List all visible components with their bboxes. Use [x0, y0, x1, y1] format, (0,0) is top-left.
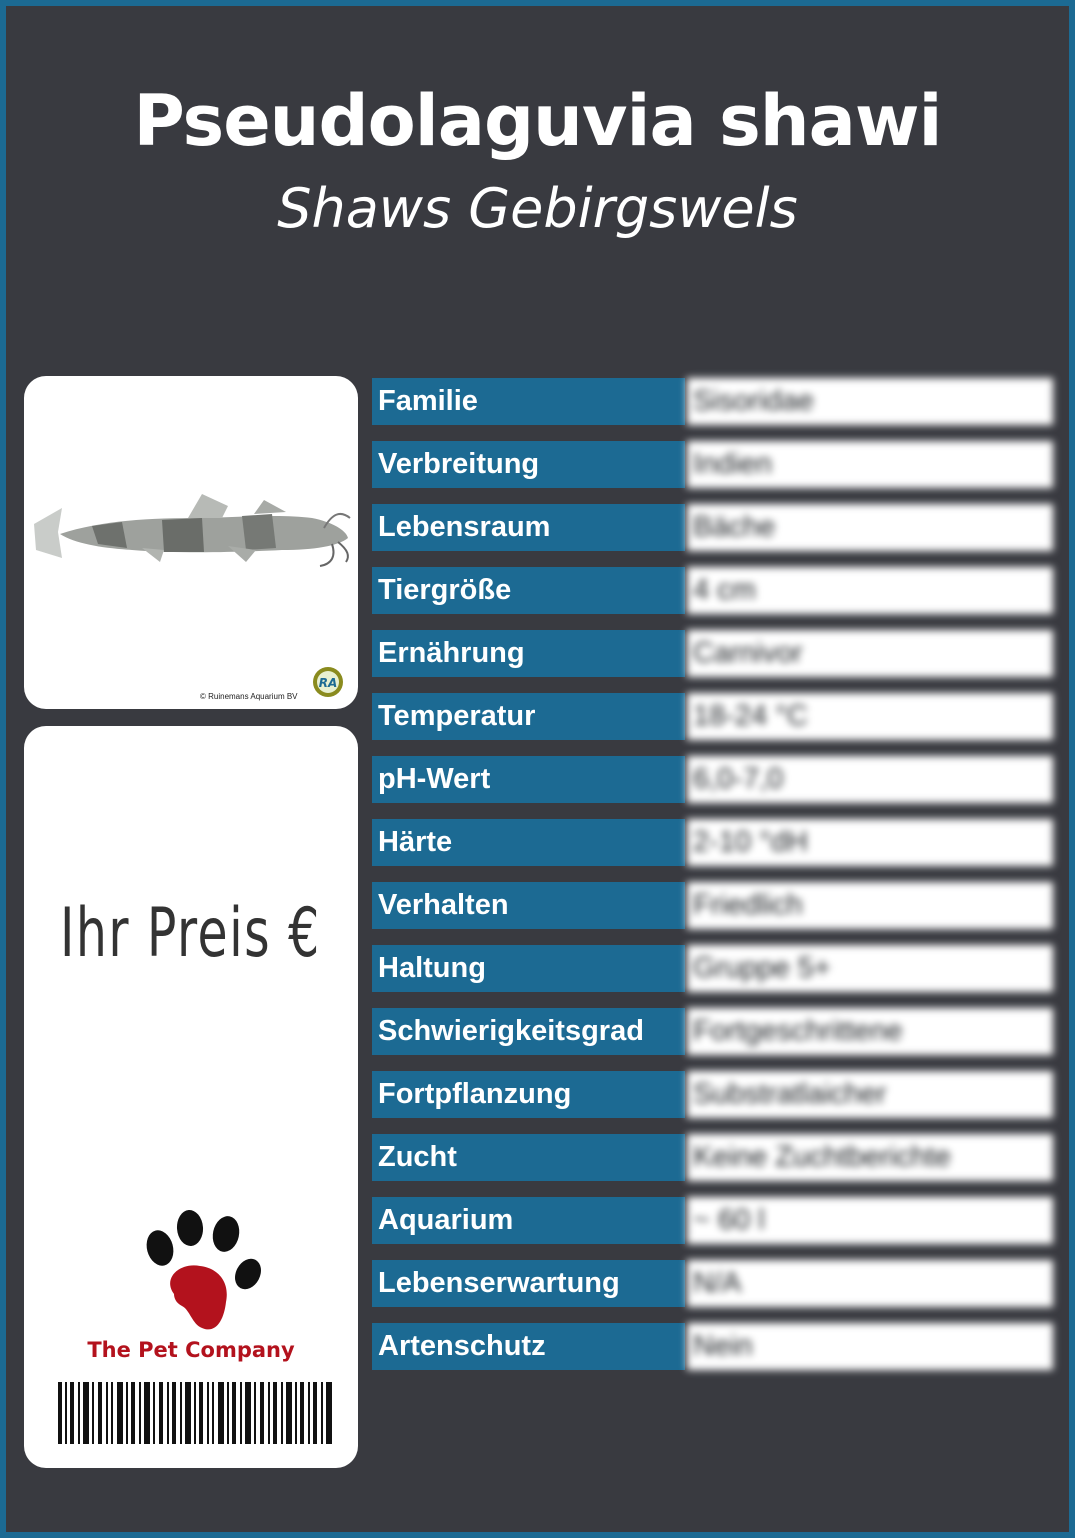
row-value: 2-10 °dH — [687, 819, 1053, 866]
row-label: Haltung — [372, 945, 685, 992]
barcode — [58, 1382, 334, 1444]
table-row — [372, 1134, 1053, 1181]
row-label: Aquarium — [372, 1197, 685, 1244]
common-name: Shaws Gebirgswels — [277, 177, 798, 240]
row-value: Friedlich — [687, 882, 1053, 929]
row-value: Substratlaicher — [687, 1071, 1053, 1118]
row-value: N/A — [687, 1260, 1053, 1307]
paw-logo-icon — [138, 1210, 264, 1338]
price-panel — [24, 726, 358, 1468]
row-label: Ernährung — [372, 630, 685, 677]
row-value: Sisoridae — [687, 378, 1053, 425]
price-label: Ihr Preis € — [60, 894, 321, 973]
row-value: Gruppe 5+ — [687, 945, 1053, 992]
table-row — [372, 756, 1053, 803]
table-row — [372, 1260, 1053, 1307]
row-value: ~ 60 l — [687, 1197, 1053, 1244]
table-row — [372, 882, 1053, 929]
row-label: Temperatur — [372, 693, 685, 740]
table-row — [372, 693, 1053, 740]
table-row — [372, 378, 1053, 425]
row-value: Carnivor — [687, 630, 1053, 677]
table-row — [372, 567, 1053, 614]
row-value: 6,0-7,0 — [687, 756, 1053, 803]
table-row — [372, 1071, 1053, 1118]
table-row — [372, 1197, 1053, 1244]
photo-panel — [24, 376, 358, 709]
row-label: Fortpflanzung — [372, 1071, 685, 1118]
row-value: Indien — [687, 441, 1053, 488]
row-value: Bäche — [687, 504, 1053, 551]
logo-text: RA — [318, 676, 338, 690]
row-label: Lebensraum — [372, 504, 685, 551]
row-label: Tiergröße — [372, 567, 685, 614]
species-card — [6, 6, 1069, 1532]
table-row — [372, 504, 1053, 551]
table-row — [372, 945, 1053, 992]
table-row — [372, 1008, 1053, 1055]
row-value: Fortgeschrittene — [687, 1008, 1053, 1055]
species-title: Pseudolaguvia shawi — [133, 80, 942, 162]
table-row — [372, 1323, 1053, 1370]
row-label: Artenschutz — [372, 1323, 685, 1370]
row-label: Verbreitung — [372, 441, 685, 488]
row-label: Zucht — [372, 1134, 685, 1181]
row-value: 18-24 °C — [687, 693, 1053, 740]
table-row — [372, 441, 1053, 488]
table-row — [372, 630, 1053, 677]
row-label: Härte — [372, 819, 685, 866]
fish-image — [32, 484, 352, 584]
row-label: Schwierigkeitsgrad — [372, 1008, 685, 1055]
row-value: 4 cm — [687, 567, 1053, 614]
table-row — [372, 819, 1053, 866]
row-label: Verhalten — [372, 882, 685, 929]
company-name: The Pet Company — [87, 1338, 295, 1362]
row-label: pH-Wert — [372, 756, 685, 803]
row-value: Nein — [687, 1323, 1053, 1370]
row-value: Keine Zuchtberichte — [687, 1134, 1053, 1181]
photo-copyright: © Ruinemans Aquarium BV — [200, 692, 298, 701]
row-label: Familie — [372, 378, 685, 425]
row-label: Lebenserwartung — [372, 1260, 685, 1307]
ruinemans-logo-icon — [312, 666, 344, 698]
